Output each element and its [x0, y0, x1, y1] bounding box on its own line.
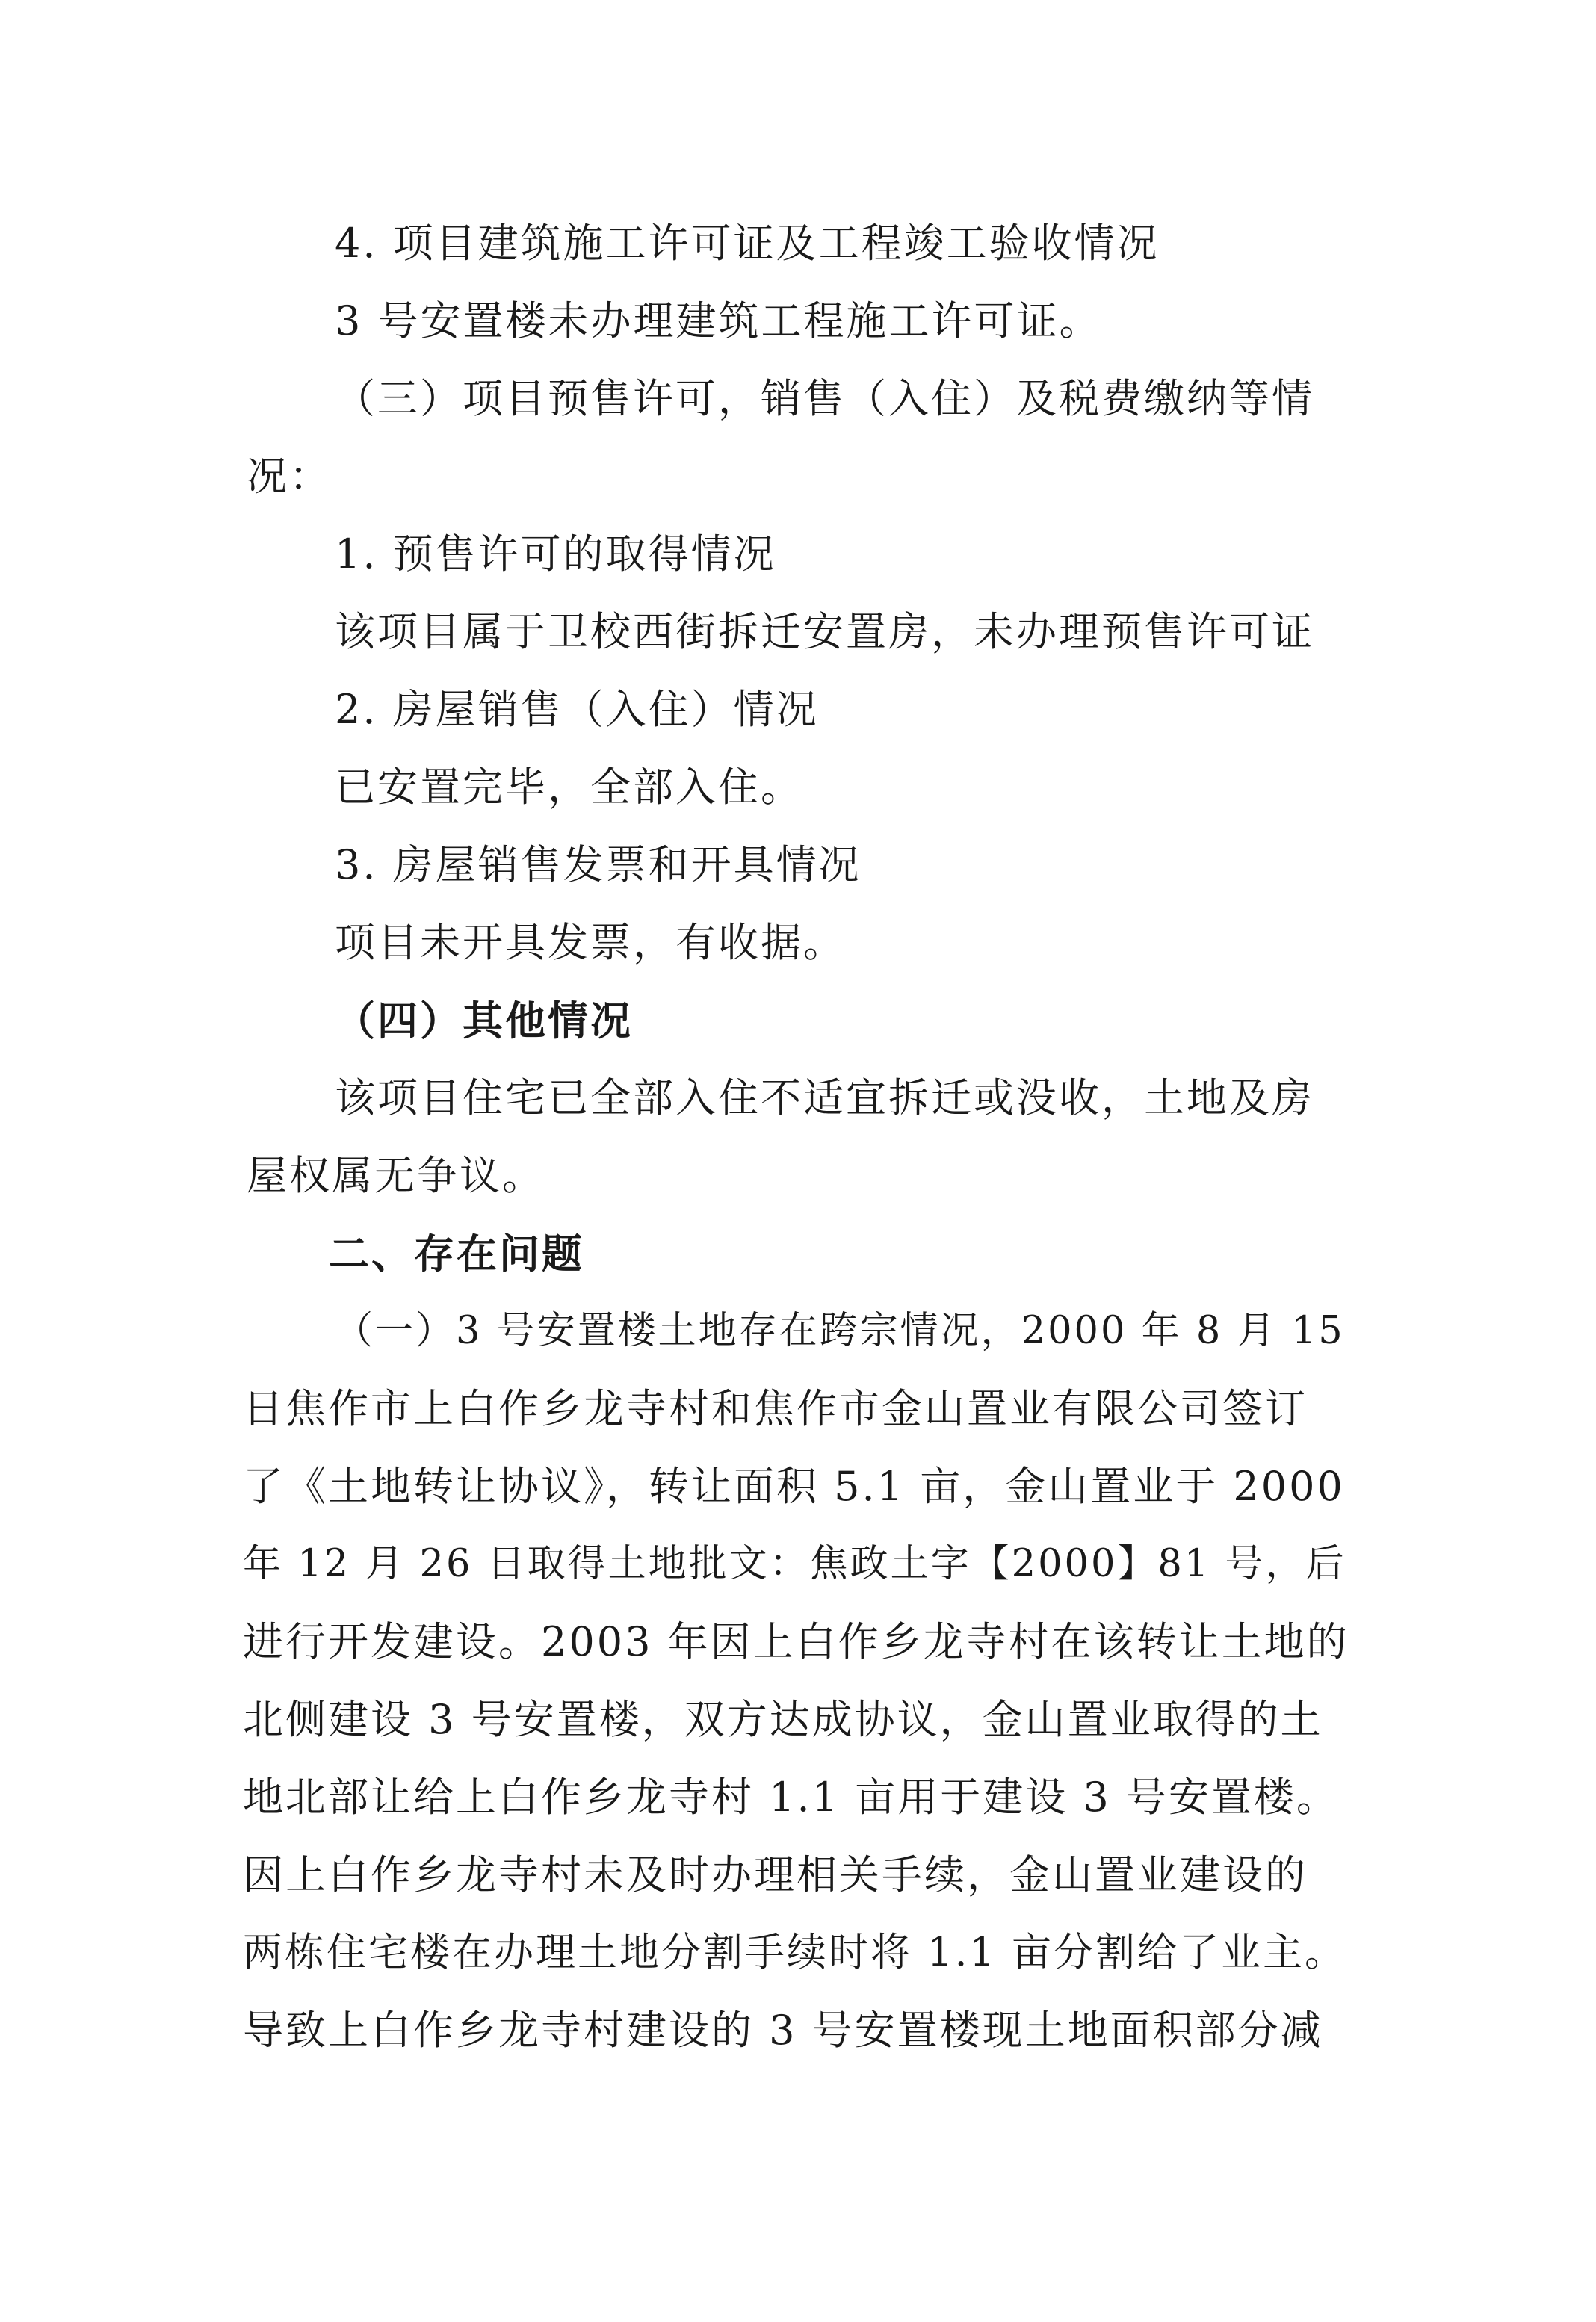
paragraph-issues-line-10: 导致上白作乡龙寺村建设的 3 号安置楼现土地面积部分减 [243, 2007, 1323, 2054]
section-heading-presale-cont: 况： [247, 453, 332, 500]
paragraph-invoices: 项目未开具发票，有收据。 [335, 919, 846, 966]
paragraph-issues-line-9: 两栋住宅楼在办理土地分割手续时将 1.1 亩分割给了业主。 [243, 1930, 1346, 1975]
paragraph-issues-line-8: 因上白作乡龙寺村未及时办理相关手续，金山置业建设的 [243, 1851, 1308, 1898]
paragraph-issues-line-2: 日焦作市上白作乡龙寺村和焦作市金山置业有限公司签订 [243, 1385, 1308, 1432]
paragraph-other-cont: 屋权属无争议。 [247, 1152, 545, 1199]
section-heading-other: （四）其他情况 [335, 997, 633, 1044]
paragraph-sales-occupancy: 已安置完毕，全部入住。 [335, 764, 803, 811]
paragraph-construction-permit: 3 号安置楼未办理建筑工程施工许可证。 [335, 297, 1102, 344]
heading-issues: 二、存在问题 [329, 1230, 584, 1278]
section-heading-presale: （三）项目预售许可，销售（入住）及税费缴纳等情 [335, 375, 1314, 422]
paragraph-presale-permit: 该项目属于卫校西街拆迁安置房，未办理预售许可证 [335, 608, 1314, 655]
subheading-presale-permit: 1. 预售许可的取得情况 [335, 530, 776, 578]
paragraph-issues-line-1: （一）3 号安置楼土地存在跨宗情况，2000 年 8 月 15 [335, 1309, 1345, 1353]
paragraph-issues-line-5: 进行开发建设。2003 年因上白作乡龙寺村在该转让土地的 [243, 1618, 1349, 1665]
subheading-construction-permit: 4. 项目建筑施工许可证及工程竣工验收情况 [335, 220, 1160, 267]
paragraph-issues-line-3: 了《土地转让协议》，转让面积 5.1 亩，金山置业于 2000 [243, 1463, 1345, 1510]
paragraph-issues-line-7: 地北部让给上白作乡龙寺村 1.1 亩用于建设 3 号安置楼。 [243, 1774, 1339, 1821]
paragraph-issues-line-4: 年 12 月 26 日取得土地批文：焦政土字【2000】81 号，后 [243, 1542, 1346, 1586]
paragraph-issues-line-6: 北侧建设 3 号安置楼，双方达成协议，金山置业取得的土 [243, 1696, 1323, 1743]
subheading-invoices: 3. 房屋销售发票和开具情况 [335, 841, 862, 888]
subheading-sales-occupancy: 2. 房屋销售（入住）情况 [335, 686, 819, 733]
paragraph-other: 该项目住宅已全部入住不适宜拆迁或没收，土地及房 [335, 1074, 1314, 1121]
